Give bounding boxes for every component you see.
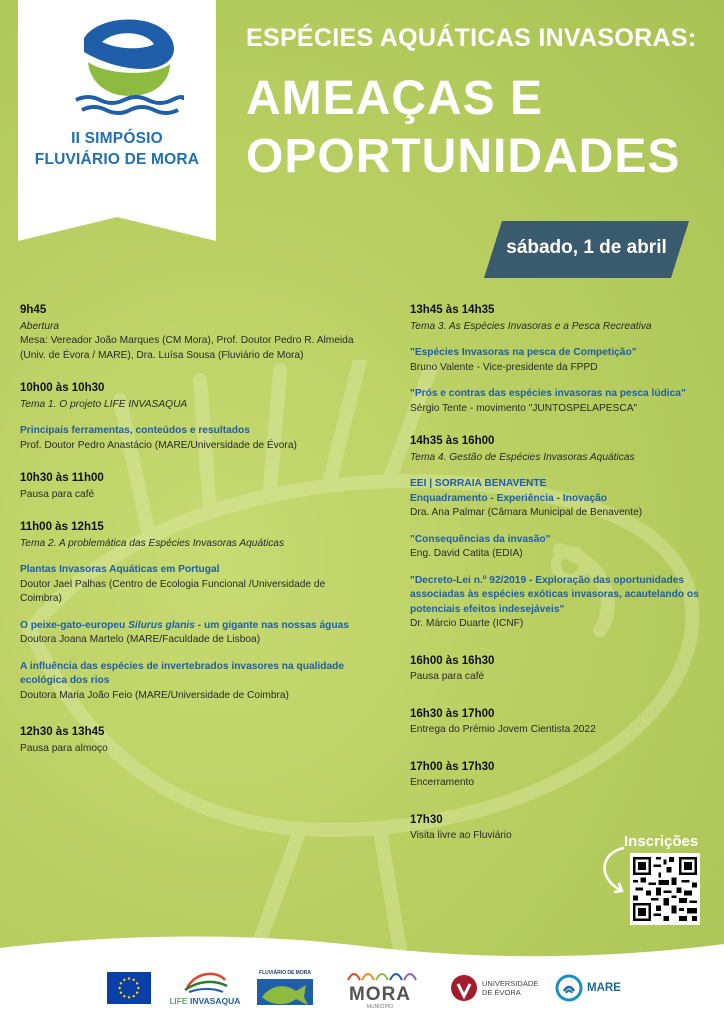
symposium-logo-banner [18, 0, 216, 240]
headline-subtitle: ESPÉCIES AQUÁTICAS INVASORAS: [246, 24, 697, 52]
curved-arrow-icon [594, 840, 634, 900]
mora-arches-icon [342, 966, 418, 982]
slot-text: Pausa para café [20, 488, 95, 500]
registration-qr-code[interactable] [630, 853, 700, 925]
headline-title-line2: OPORTUNIDADES [246, 130, 681, 183]
talk-title [20, 619, 365, 634]
qr-code-icon [633, 856, 697, 922]
mora-label: MORA [348, 984, 412, 1005]
symposium-title-line2: FLUVIÁRIO DE MORA [34, 151, 200, 168]
fluviario-logo-icon [74, 16, 184, 118]
talk-title: "Prós e contras das espécies invasoras na pesca lúdica" [410, 388, 686, 399]
program-left-column [20, 303, 365, 770]
slot-time: 16h30 às 17h00 [410, 707, 495, 720]
talk-speaker: Dra. Ana Palmar (Câmara Municipal de Benavente) [410, 507, 643, 518]
life-label-prefix: LIFE [169, 996, 190, 1006]
talk-subtitle: Enquadramento - Experiência - Inovação [410, 492, 608, 504]
slot-theme: Tema 4. Gestão de Espécies Invasoras Aquáticas [410, 451, 635, 463]
slot-text: Mesa: Vereador João Marques (CM Mora), Prof. Doutor Pedro R. Almeida (Univ. de Évora / MARE), Dra. Luísa Sousa (Fluviário de Mora) [20, 335, 354, 361]
talk-speaker: Eng. David Catita (EDIA) [410, 548, 523, 559]
fluviario-fish-icon [256, 977, 314, 1007]
eu-flag-logo [107, 972, 151, 1004]
slot-time: 16h00 às 16h30 [410, 654, 495, 667]
symposium-title-line1: II SIMPÓSIO [71, 130, 163, 147]
fish-swirl-icon [165, 966, 245, 996]
slot-text: Encerramento [410, 777, 474, 788]
slot-theme: Abertura [20, 320, 60, 332]
program-slot-0945 [20, 303, 365, 363]
headline-title [246, 70, 680, 186]
fluviario-label: FLUVIÁRIO DE MORA [259, 970, 311, 976]
slot-text: Pausa para almoço [20, 742, 108, 754]
slot-time: 17h00 às 17h30 [410, 760, 495, 773]
slot-time: 10h30 às 11h00 [20, 472, 104, 484]
life-label-bold: INVASAQUA [189, 996, 241, 1006]
slot-text: Entrega do Prémio Jovem Cientista 2022 [410, 724, 596, 735]
program-slot-1630 [410, 707, 710, 738]
talk-title: "Espécies Invasoras na pesca de Competição" [410, 347, 637, 358]
program-slot-1030 [20, 471, 365, 502]
life-invasaqua-logo [165, 966, 245, 1010]
uevora-emblem-icon [450, 974, 478, 1002]
mora-sub-label: MUNICÍPIO [366, 1004, 394, 1010]
program-slot-1100 [20, 520, 365, 703]
talk-speaker: Doutora Maria João Feio (MARE/Universidade de Coimbra) [20, 689, 289, 701]
talk-speaker: Dr. Márcio Duarte (ICNF) [410, 618, 524, 629]
slot-time: 13h45 às 14h35 [410, 304, 495, 316]
species-name: Silurus glanis [128, 619, 195, 631]
talk-speaker: Doutora Joana Martelo (MARE/Faculdade de Lisboa) [20, 634, 261, 645]
program-slot-1000 [20, 381, 365, 453]
slot-time: 11h00 às 12h15 [20, 521, 104, 533]
slot-theme: Tema 2. A problemática das Espécies Invasoras Aquáticas [20, 537, 285, 549]
uevora-label-line2: DE ÉVORA [482, 988, 521, 997]
slot-time: 17h30 [410, 813, 443, 826]
program-slot-1345 [410, 303, 710, 416]
talk-title: EEI | SORRAIA BENAVENTE [410, 478, 547, 489]
registration-label: Inscrições [624, 833, 699, 850]
mora-municipio-logo [342, 966, 418, 1012]
slot-time: 10h00 às 10h30 [20, 382, 105, 394]
uevora-label-line1: UNIVERSIDADE [482, 979, 539, 988]
talk-title: A influência das espécies de invertebrados invasores na qualidade ecológica dos rios [20, 660, 345, 686]
uevora-label [482, 979, 538, 997]
talk-speaker: Bruno Valente - Vice-presidente da FPPD [410, 361, 598, 373]
slot-time: 14h35 às 16h00 [410, 435, 495, 447]
talk-title-part: - um gigante nas nossas águas [194, 619, 349, 631]
program-right-column [410, 303, 710, 858]
eu-stars-icon [108, 973, 150, 1003]
program-slot-1600 [410, 654, 710, 685]
slot-time: 12h30 às 13h45 [20, 726, 105, 738]
talk-title: "Decreto-Lei n.º 92/2019 - Exploração das oportunidades associadas às espécies exóticas invasoras, acautelando os potenciais efeitos indesejáveis" [410, 574, 699, 615]
slot-text: Pausa para café [410, 671, 485, 682]
talk-title: "Consequências da invasão" [410, 533, 551, 545]
event-date: sábado, 1 de abril [506, 237, 667, 258]
headline-title-line1: AMEAÇAS E [246, 72, 544, 125]
program-slot-1700 [410, 760, 710, 791]
program-slot-1435 [410, 434, 710, 632]
banner-notch [18, 215, 216, 241]
date-tag [484, 221, 689, 278]
talk-title-part: O peixe-gato-europeu [20, 619, 129, 631]
mare-label: MARE [587, 982, 621, 994]
slot-text: Visita livre ao Fluviário [410, 830, 512, 841]
mare-emblem-icon [555, 974, 583, 1002]
universidade-de-evora-logo [450, 974, 540, 1004]
symposium-title [18, 128, 216, 170]
slot-theme: Tema 1. O projeto LIFE INVASAQUA [20, 398, 188, 410]
talk-speaker: Doutor Jael Palhas (Centro de Ecologia Funcional /Universidade de Coimbra) [20, 578, 326, 604]
mare-logo [555, 974, 625, 1004]
talk-title: Principais ferramentas, conteúdos e resultados [20, 425, 250, 436]
fluviario-de-mora-logo [256, 970, 314, 1006]
talk-speaker: Prof. Doutor Pedro Anastácio (MARE/Universidade de Évora) [20, 439, 297, 451]
talk-speaker: Sérgio Tente - movimento "JUNTOSPELAPESCA" [410, 402, 638, 414]
talk-title: Plantas Invasoras Aquáticas em Portugal [20, 564, 220, 575]
program-slot-1230 [20, 725, 365, 756]
life-invasaqua-label [165, 996, 245, 1006]
slot-theme: Tema 3. As Espécies Invasoras e a Pesca Recreativa [410, 320, 652, 332]
slot-time: 9h45 [20, 304, 47, 316]
